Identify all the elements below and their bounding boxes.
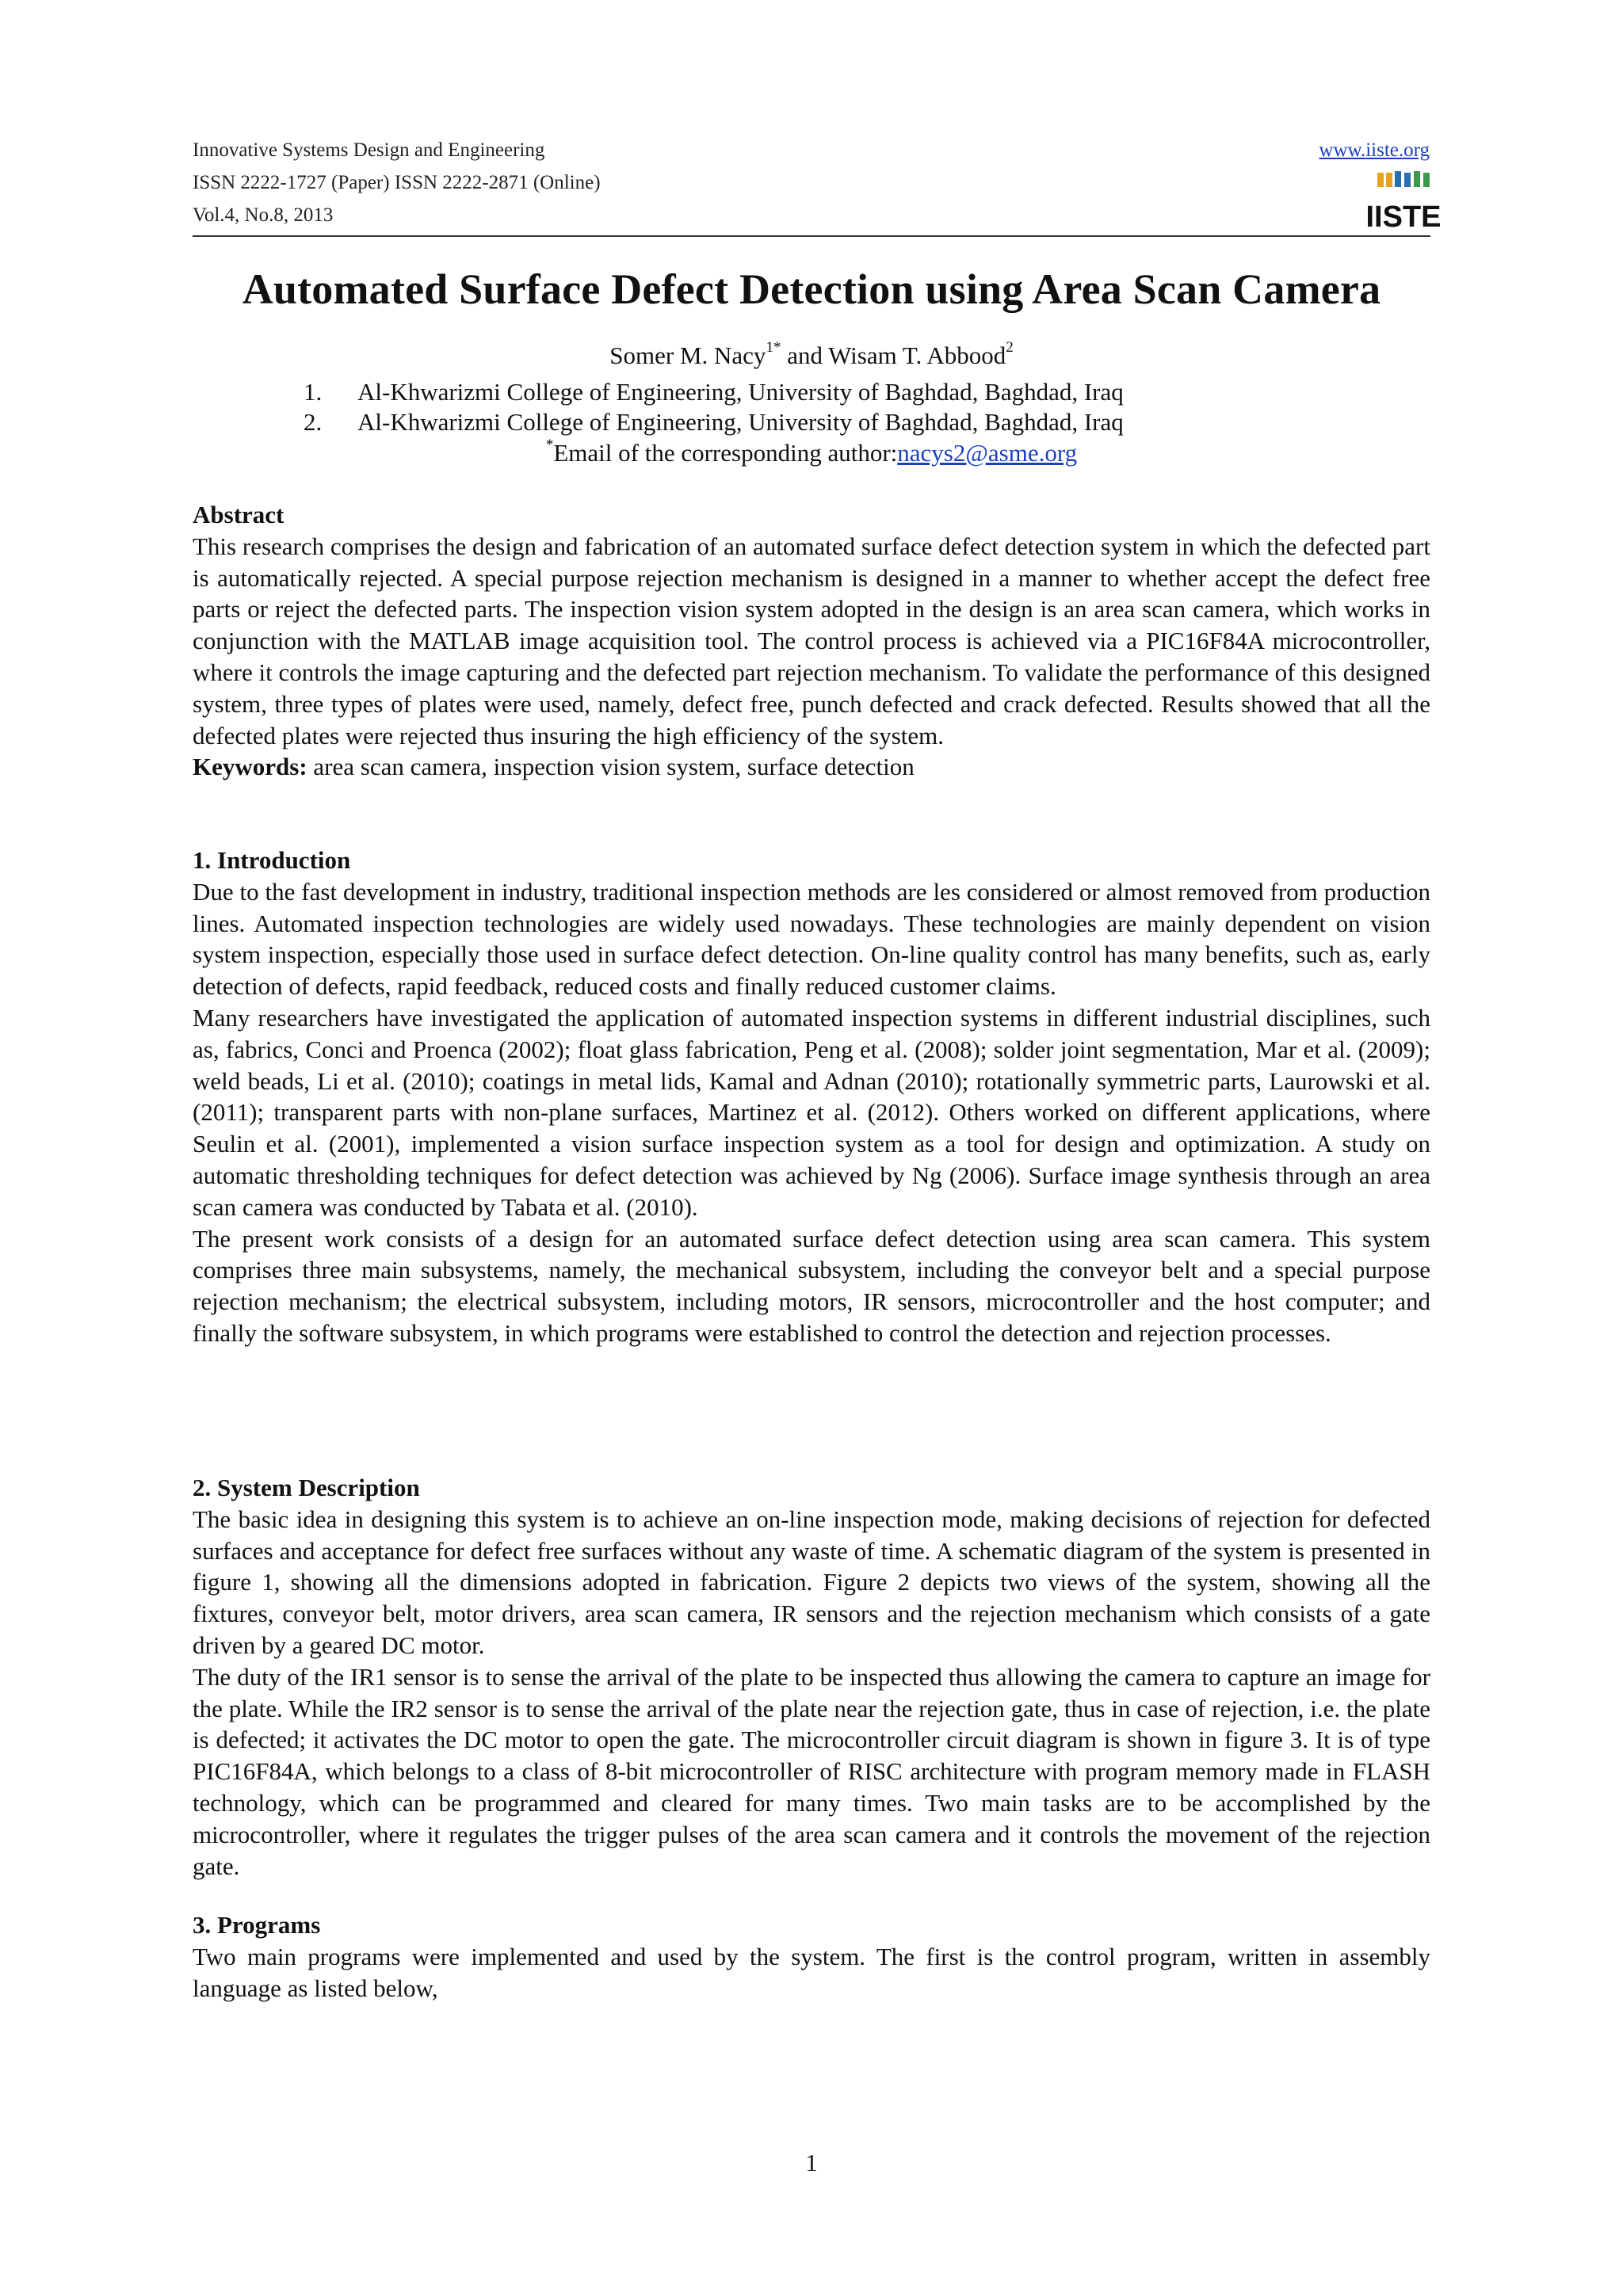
author-conjunction: and bbox=[781, 341, 829, 369]
abstract-text: This research comprises the design and fabrication of an automated surface defect detection system in which the defected part is automatically rejected. A special purpose rejection mechanism is designed in a manner to whether accept the defect free parts or reject the defected parts. The inspection vision system adopted in the design is an area scan camera, which works in conjunction with the MATLAB image acquisition tool. The control process is achieved via a PIC16F84A microcontroller, where it controls the image capturing and the defected part rejection mechanism. To validate the performance of this designed system, three types of plates were used, namely, defect free, punch defected and crack defected. Results showed that all the defected plates were rejected thus insuring the high efficiency of the system. bbox=[193, 532, 1430, 749]
affiliation-text: Al-Khwarizmi College of Engineering, University of Baghdad, Baghdad, Iraq bbox=[357, 378, 1124, 406]
paper-title: Automated Surface Defect Detection using Area Scan Camera bbox=[242, 265, 1381, 313]
system-description-section bbox=[193, 1472, 1430, 1882]
programs-section bbox=[193, 1909, 1430, 2004]
system-description-heading: 2. System Description bbox=[193, 1474, 420, 1501]
introduction-section bbox=[193, 845, 1430, 1349]
author-1: Somer M. Nacy bbox=[609, 341, 766, 369]
logo-text: IISTE bbox=[1365, 200, 1442, 234]
keywords-text: area scan camera, inspection vision system, surface detection bbox=[307, 753, 915, 781]
journal-volume: Vol.4, No.8, 2013 bbox=[193, 204, 334, 226]
affiliation-2 bbox=[304, 407, 1124, 437]
journal-name: Innovative Systems Design and Engineering bbox=[193, 139, 545, 161]
abstract-heading: Abstract bbox=[193, 501, 285, 528]
introduction-paragraph-1: Due to the fast development in industry, traditional inspection methods are les considered or almost removed from production lines. Automated inspection technologies are widely used nowadays. These technologies are mainly dependent on vision system inspection, especially those used in surface defect detection. On-line quality control has many benefits, such as, early detection of defects, rapid feedback, reduced costs and finally reduced customer claims. bbox=[193, 877, 1430, 1001]
author-line bbox=[193, 338, 1430, 371]
journal-header bbox=[193, 135, 601, 232]
introduction-paragraph-3: The present work consists of a design for an automated surface defect detection using area scan camera. This system comprises three main subsystems, namely, the mechanical subsystem, including the conveyor belt and a special purpose rejection mechanism; the electrical subsystem, including motors, IR sensors, microcontroller and the host computer; and finally the software subsystem, in which programs were established to control the detection and rejection processes. bbox=[193, 1224, 1430, 1347]
programs-heading: 3. Programs bbox=[193, 1911, 321, 1939]
page-number: 1 bbox=[805, 2149, 818, 2176]
affiliation-number: 1. bbox=[304, 378, 323, 406]
iiste-logo-icon bbox=[1365, 171, 1442, 234]
introduction-paragraph-2: Many researchers have investigated the application of automated inspection systems in different industrial disciplines, such as, fabrics, Conci and Proenca (2002); float glass fabrication, Peng et al. (2008); solder joint segmentation, Mar et al. (2009); weld beads, Li et al. (2010); coatings in metal lids, Kamal and Adnan (2010); rotationally symmetric parts, Laurowski et al. (2011); transparent parts with non-plane surfaces, Martinez et al. (2012). Others worked on different applications, where Seulin et al. (2001), implemented a vision surface inspection system as a tool for design and optimization. A study on automatic thresholding techniques for defect detection was achieved by Ng (2006). Surface image synthesis through an area scan camera was conducted by Tabata et al. (2010). bbox=[193, 1003, 1430, 1221]
keywords-line bbox=[193, 751, 1430, 783]
introduction-heading: 1. Introduction bbox=[193, 846, 351, 874]
email-link[interactable]: nacys2@asme.org bbox=[897, 439, 1078, 467]
email-label: Email of the corresponding author: bbox=[553, 439, 898, 467]
header-divider bbox=[193, 235, 1430, 237]
author-2: Wisam T. Abbood bbox=[828, 341, 1006, 369]
author-2-superscript: 2 bbox=[1006, 338, 1014, 356]
abstract-section bbox=[193, 499, 1430, 783]
affiliation-text: Al-Khwarizmi College of Engineering, University of Baghdad, Baghdad, Iraq bbox=[357, 408, 1124, 436]
email-asterisk: * bbox=[545, 436, 554, 453]
corresponding-email-line bbox=[193, 438, 1430, 468]
system-description-paragraph-2: The duty of the IR1 sensor is to sense the arrival of the plate to be inspected thus allowing the camera to capture an image for the plate. While the IR2 sensor is to sense the arrival of the plate near the rejection gate, thus in case of rejection, i.e. the plate is defected; it activates the DC motor to open the gate. The microcontroller circuit diagram is shown in figure 3. It is of type PIC16F84A, which belongs to a class of 8-bit microcontroller of RISC architecture with program memory made in FLASH technology, which can be programmed and cleared for many times. Two main tasks are to be accomplished by the microcontroller, where it regulates the trigger pulses of the area scan camera and it controls the movement of the rejection gate. bbox=[193, 1662, 1430, 1880]
keywords-label: Keywords: bbox=[193, 753, 307, 781]
system-description-paragraph-1: The basic idea in designing this system is to achieve an on-line inspection mode, making decisions of rejection for defected surfaces and acceptance for defect free surfaces without any waste of time. A schematic diagram of the system is presented in figure 1, showing all the dimensions adopted in fabrication. Figure 2 depicts two views of the system, showing all the fixtures, conveyor belt, motor drivers, area scan camera, IR sensors and the rejection mechanism which consists of a gate driven by a geared DC motor. bbox=[193, 1505, 1430, 1659]
author-1-superscript: 1* bbox=[766, 338, 781, 356]
affiliation-1 bbox=[304, 377, 1124, 407]
journal-issn: ISSN 2222-1727 (Paper) ISSN 2222-2871 (Online) bbox=[193, 172, 601, 193]
affiliation-number: 2. bbox=[304, 408, 323, 436]
programs-paragraph-1: Two main programs were implemented and used by the system. The first is the control program, written in assembly language as listed below, bbox=[193, 1942, 1430, 2002]
journal-url-link[interactable]: www.iiste.org bbox=[1319, 139, 1430, 161]
